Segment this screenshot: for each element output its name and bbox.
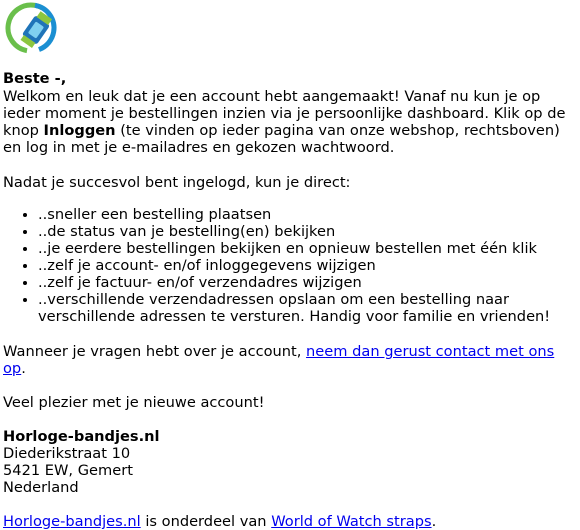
questions-paragraph bbox=[3, 343, 579, 377]
footer-end: . bbox=[431, 513, 437, 530]
benefits-list bbox=[3, 206, 579, 325]
footer-middle-text: is onderdeel van bbox=[140, 513, 272, 530]
list-item: • ..verschillende verzendadressen opslaan om een bestelling naar verschillende adressen te versturen. Handig voor familie en vrienden! bbox=[38, 291, 579, 325]
intro-text-continued: (te vinden op ieder pagina van onze webshop, rechtsboven) en log in met je e-mailadres en gekozen wachtwoord. bbox=[3, 122, 560, 156]
list-item: • ..de status van je bestelling(en) bekijken bbox=[38, 223, 579, 240]
questions-text: Wanneer je vragen hebt over je account, bbox=[3, 343, 307, 360]
signature-country: Nederland bbox=[3, 479, 79, 496]
signature-postcode-city: 5421 EW, Gemert bbox=[3, 462, 133, 479]
signature-street: Diederikstraat 10 bbox=[3, 445, 131, 462]
watch-strap-logo-icon bbox=[3, 2, 59, 54]
list-item: • ..zelf je factuur- en/of verzendadres wijzigen bbox=[38, 274, 579, 291]
intro-paragraph bbox=[3, 88, 579, 156]
brand-link[interactable]: Horloge-bandjes.nl bbox=[3, 513, 141, 530]
questions-end: . bbox=[21, 360, 26, 377]
list-item: • ..sneller een bestelling plaatsen bbox=[38, 206, 579, 223]
footer-line bbox=[3, 513, 579, 530]
signature-brand: Horloge-bandjes.nl bbox=[3, 428, 160, 445]
greeting: Beste -, bbox=[3, 70, 67, 87]
closing-line: Veel plezier met je nieuwe account! bbox=[3, 394, 265, 411]
login-keyword: Inloggen bbox=[43, 122, 116, 139]
contact-link[interactable]: neem dan gerust contact met ons op bbox=[3, 343, 555, 377]
benefits-lead: Nadat je succesvol bent ingelogd, kun je direct: bbox=[3, 174, 351, 191]
intro-text: Welkom en leuk dat je een account hebt aangemaakt! Vanaf nu kun je op ieder moment je bestellingen inzien via je persoonlijke dashboard. Klik op de knop bbox=[3, 88, 566, 139]
email-content bbox=[3, 70, 579, 530]
parent-company-link[interactable]: World of Watch straps bbox=[271, 513, 432, 530]
list-item: • ..je eerdere bestellingen bekijken en opnieuw bestellen met één klik bbox=[38, 240, 579, 257]
list-item: • ..zelf je account- en/of inloggegevens wijzigen bbox=[38, 257, 579, 274]
